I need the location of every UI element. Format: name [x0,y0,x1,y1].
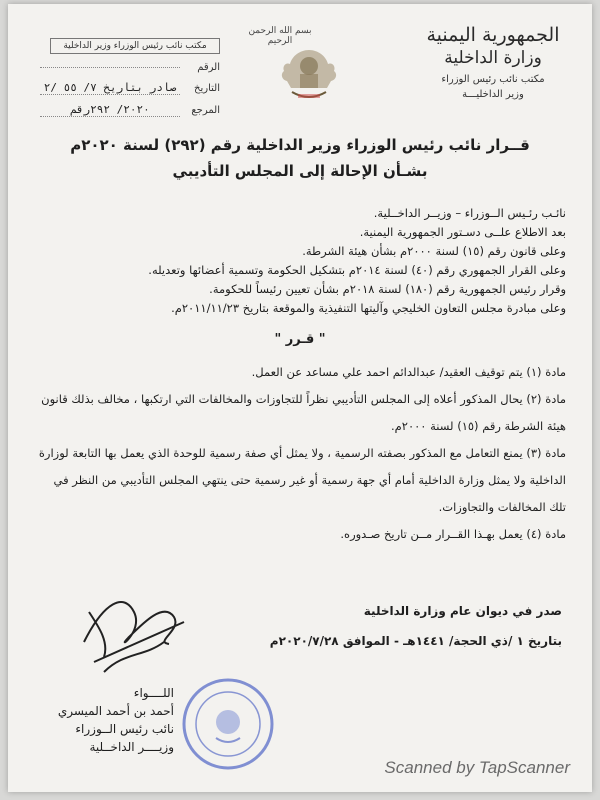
signatory-block [14,682,174,754]
decree-title-line1: قــرار نائب رئيس الوزراء وزير الداخلية رقم (٢٩٢) لسنة ٢٠٢٠م [70,136,530,154]
ref-row [20,103,220,117]
letterhead-right [408,24,578,100]
scanner-watermark: Scanned by TapScanner [384,758,570,777]
ref-label: المرجع [191,104,220,116]
decree-title-line2: بشـأن الإحالة إلى المجلس التأديبي [172,162,428,180]
decree-heading: " قـرر " [274,332,326,347]
article-4: مادة (٤) يعمل بهـذا القــرار مــن تاريخ صـدوره. [340,527,566,541]
letterhead-minister: وزير الداخليـــة [462,89,524,100]
decree-title [38,132,562,184]
date-value: صادر بتاريخ ٧/ ٥٥ /٢ [40,81,180,95]
handwritten-signature-icon [74,582,194,682]
signatory-name: أحمد بن أحمد الميسري [57,704,174,718]
letterhead-office: مكتب نائب رئيس الوزراء [441,74,545,85]
article-1: مادة (١) يتم توقيف العقيد/ عبدالدائم احمد علي مساعد عن العمل. [251,365,566,379]
ref-number-row [20,62,220,73]
office-stamp-box: مكتب نائب رئيس الوزراء وزير الداخلية [50,38,220,54]
preamble-line: وعلى قانون رقم (١٥) لسنة ٢٠٠٠م بشأن هيئة الشرطة. [302,244,566,258]
article-3: مادة (٣) يمنع التعامل مع المذكور بصفته الرسمية ، ولا يمثل أي صفة رسمية للوحدة الذي يعمل بها التابعة لوزارة الداخلية ولا يمثل وزارة الداخلية أمام أي جهة رسمية أو غير رسمية حتى ينتهي المجلس التأديبي من النظر في تلك المخالفات والتجاوزات. [38,446,566,514]
ref-number-value [40,67,180,68]
signatory-title: اللــــواء [133,686,174,700]
preamble-line: وعلى القرار الجمهوري رقم (٤٠) لسنة ٢٠١٤م بتشكيل الحكومة وتسمية أعضائها وتعديله. [148,263,566,277]
letterhead-left [20,38,220,117]
preamble-line: وقرار رئيس الجمهورية رقم (١٨٠) لسنة ٢٠١٨م بشأن تعيين رئيساً للحكومة. [209,282,566,296]
preamble-line: وعلى مبادرة مجلس التعاون الخليجي وآليتها التنفيذية والموقعة بتاريخ ٢٠١١/١١/٢٣م. [171,301,566,315]
decree-body [34,204,566,548]
date-row [20,81,220,95]
issue-date: بتاريخ ١ /ذي الحجة/ ١٤٤١هـ - الموافق ٢٠٢٠/٧/٢٨م [269,634,562,648]
yemen-emblem-icon [278,44,340,106]
date-label: التاريخ [194,82,220,94]
article-2: مادة (٢) يحال المذكور أعلاه إلى المجلس التأديبي نظراً للتجاوزات والمخالفات التي ارتكبها ، مخالف بذلك قانون هيئة الشرطة رقم (١٥) لسنة ٢٠٠٠م. [41,392,566,433]
preamble-line: بعد الاطلاع علــى دسـتور الجمهورية اليمنية. [359,225,566,239]
letterhead-ministry: وزارة الداخلية [444,48,542,68]
official-seal-icon [180,676,276,772]
preamble-line: نائـب رئـيس الــوزراء – وزيــر الداخــلية. [373,206,566,220]
issue-footer [270,604,562,648]
ref-value: ٢٠٢٠/ ٢٩٢رقم [40,103,180,117]
signatory-role2: وزيــــر الداخــلية [89,740,174,754]
signatory-role1: نائب رئيس الــوزراء [75,722,174,736]
document-page [8,4,592,792]
ref-number-label: الرقم [197,62,220,73]
basmala: بسم الله الرحمن الرحيم [248,26,312,46]
letterhead-country: الجمهورية اليمنية [426,24,560,46]
issue-place: صدر في ديوان عام وزارة الداخلية [363,604,562,618]
